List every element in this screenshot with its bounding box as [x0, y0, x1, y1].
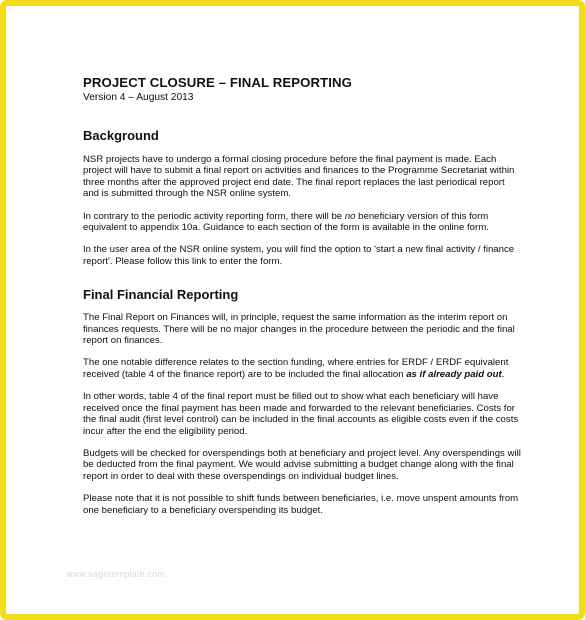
paragraph-text: beneficiary version of this form equivalent to appendix 10a. Guidance to each section of the form is available in the online form.	[83, 210, 489, 234]
financial-paragraph-2	[83, 357, 522, 380]
background-paragraph-2	[83, 211, 522, 234]
document-title: PROJECT CLOSURE – FINAL REPORTING	[83, 75, 353, 90]
document-page	[14, 14, 571, 614]
emphasis-text: as if already paid out	[406, 368, 502, 380]
financial-paragraph-4: Budgets will be checked for overspendings both at beneficiary and project level. Any overspendings will be deducted from the final payment. We would advise submitting a budget change along with the final report in order to deal with these overspendings on individual budget lines.	[83, 447, 521, 482]
watermark: www.sagetemplate.com	[66, 569, 166, 579]
financial-paragraph-5: Please note that it is not possible to shift funds between beneficiaries, i.e. move unspent amounts from one beneficiary to a beneficiary overspending its budget.	[83, 493, 519, 516]
background-paragraph-3: In the user area of the NSR online system, you will find the option to 'start a new final activity / finance report'. Please follow this link to enter the form.	[83, 244, 515, 267]
financial-paragraph-1: The Final Report on Finances will, in principle, request the same information as the interim report on finances requests. There will be no major changes in the procedure between the periodic and the final report on finances.	[83, 312, 515, 347]
emphasis-text: no	[344, 210, 356, 222]
section-heading-final-financial-reporting: Final Financial Reporting	[83, 287, 239, 303]
financial-paragraph-3: In other words, table 4 of the final report must be filled out to show what each beneficiary will have received once the final payment has been made and forwarded to the relevant beneficiaries. Costs for the final audit (first level control) can be included in the final accounts as eligible costs even if the costs incur after the end the eligibility period.	[83, 391, 519, 437]
paragraph-text: The one notable difference relates to the section funding, where entries for ERDF / ERDF equivalent received (table 4 of the finance report) are to be included the final allocation	[83, 357, 509, 380]
document-version: Version 4 – August 2013	[83, 92, 194, 103]
paragraph-text: In contrary to the periodic activity reporting form, there will be	[83, 210, 345, 222]
background-paragraph-1: NSR projects have to undergo a formal closing procedure before the final payment is made. Each project will have to submit a final report on activities and finances to the Programme Secretariat within three months after the approved project end date. The final report replaces the last periodical report and is submitted through the NSR online system.	[83, 154, 515, 200]
document-content	[83, 75, 522, 516]
section-heading-background: Background	[83, 128, 159, 143]
paragraph-text: .	[501, 368, 505, 380]
